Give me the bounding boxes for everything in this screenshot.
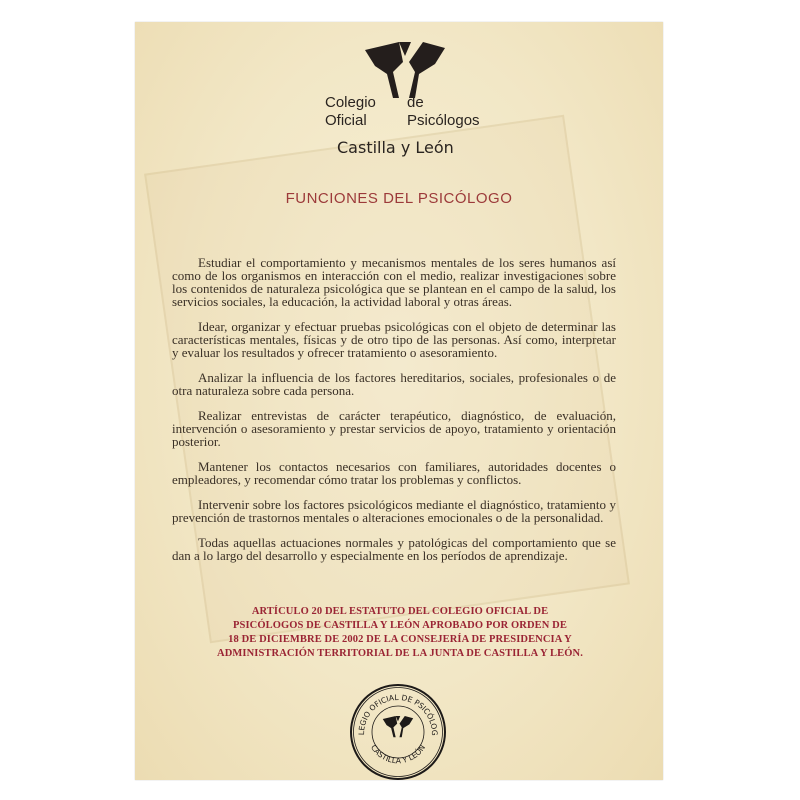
article-line: 18 DE DICIEMBRE DE 2002 DE LA CONSEJERÍA DE PRESIDENCIA Y — [228, 634, 572, 645]
paragraph-contacts: Mantener los contactos necesarios con familiares, autoridades docentes o empleadores, y recomendar cómo tratar los problemas y conflictos. — [172, 459, 616, 487]
paragraph-interviews: Realizar entrevistas de carácter terapéutico, diagnóstico, de evaluación, intervención o asesoramiento y prestar servicios de apoyo, tratamiento y orientación posterior. — [172, 408, 616, 449]
paragraph-tests: Idear, organizar y efectuar pruebas psicológicas con el objeto de determinar las características mentales, físicas y de otro tipo de las personas. Así como, interpretar y evaluar los resultados y ofrecer tratamiento o asesoramiento. — [172, 319, 616, 360]
paragraph-all-actions: Todas aquellas actuaciones normales y patológicas del comportamiento que se dan a lo largo del desarrollo y especialmente en los períodos de aprendizaje. — [172, 535, 616, 563]
stamp-bottom-text: CASTILLA Y LEÓN — [368, 743, 428, 766]
official-stamp — [348, 682, 448, 782]
stamp-top-text: LEGIO OFICIAL DE PSICÓLOG — [356, 692, 440, 736]
logo-text-oficial: Oficial — [325, 112, 367, 129]
psi-emblem-icon — [363, 42, 447, 98]
article-line: ADMINISTRACIÓN TERRITORIAL DE LA JUNTA DE CASTILLA Y LEÓN. — [217, 648, 583, 659]
paragraph-influence: Analizar la influencia de los factores hereditarios, sociales, profesionales o de otra naturaleza sobre cada persona. — [172, 370, 616, 398]
page-title: FUNCIONES DEL PSICÓLOGO — [285, 190, 513, 207]
paragraph-intervene: Intervenir sobre los factores psicológicos mediante el diagnóstico, tratamiento y prevención de trastornos mentales o alteraciones emocionales o de la personalidad. — [172, 497, 616, 525]
paragraph-study: Estudiar el comportamiento y mecanismos mentales de los seres humanos así como de los organismos en interacción con el medio, realizar investigaciones sobre los contenidos de naturaleza psicológica que se plantean en el campo de la salud, los servicios sociales, la educación, la actividad laboral y otras áreas. — [172, 255, 616, 309]
article-line: ARTÍCULO 20 DEL ESTATUTO DEL COLEGIO OFICIAL DE — [251, 606, 549, 617]
logo-text-psicologos: Psicólogos — [407, 112, 480, 129]
logo-text-colegio: Colegio — [325, 94, 376, 111]
functions-list — [172, 256, 616, 574]
logo-region: Castilla y León — [337, 138, 454, 157]
article-line: PSICÓLOGOS DE CASTILLA Y LEÓN APROBADO POR ORDEN DE — [233, 620, 567, 631]
header-logo — [325, 42, 485, 162]
logo-text-de: de — [407, 94, 424, 111]
article-reference — [190, 605, 610, 661]
stamp-seal-icon — [348, 682, 448, 782]
document-sheet — [135, 22, 663, 780]
